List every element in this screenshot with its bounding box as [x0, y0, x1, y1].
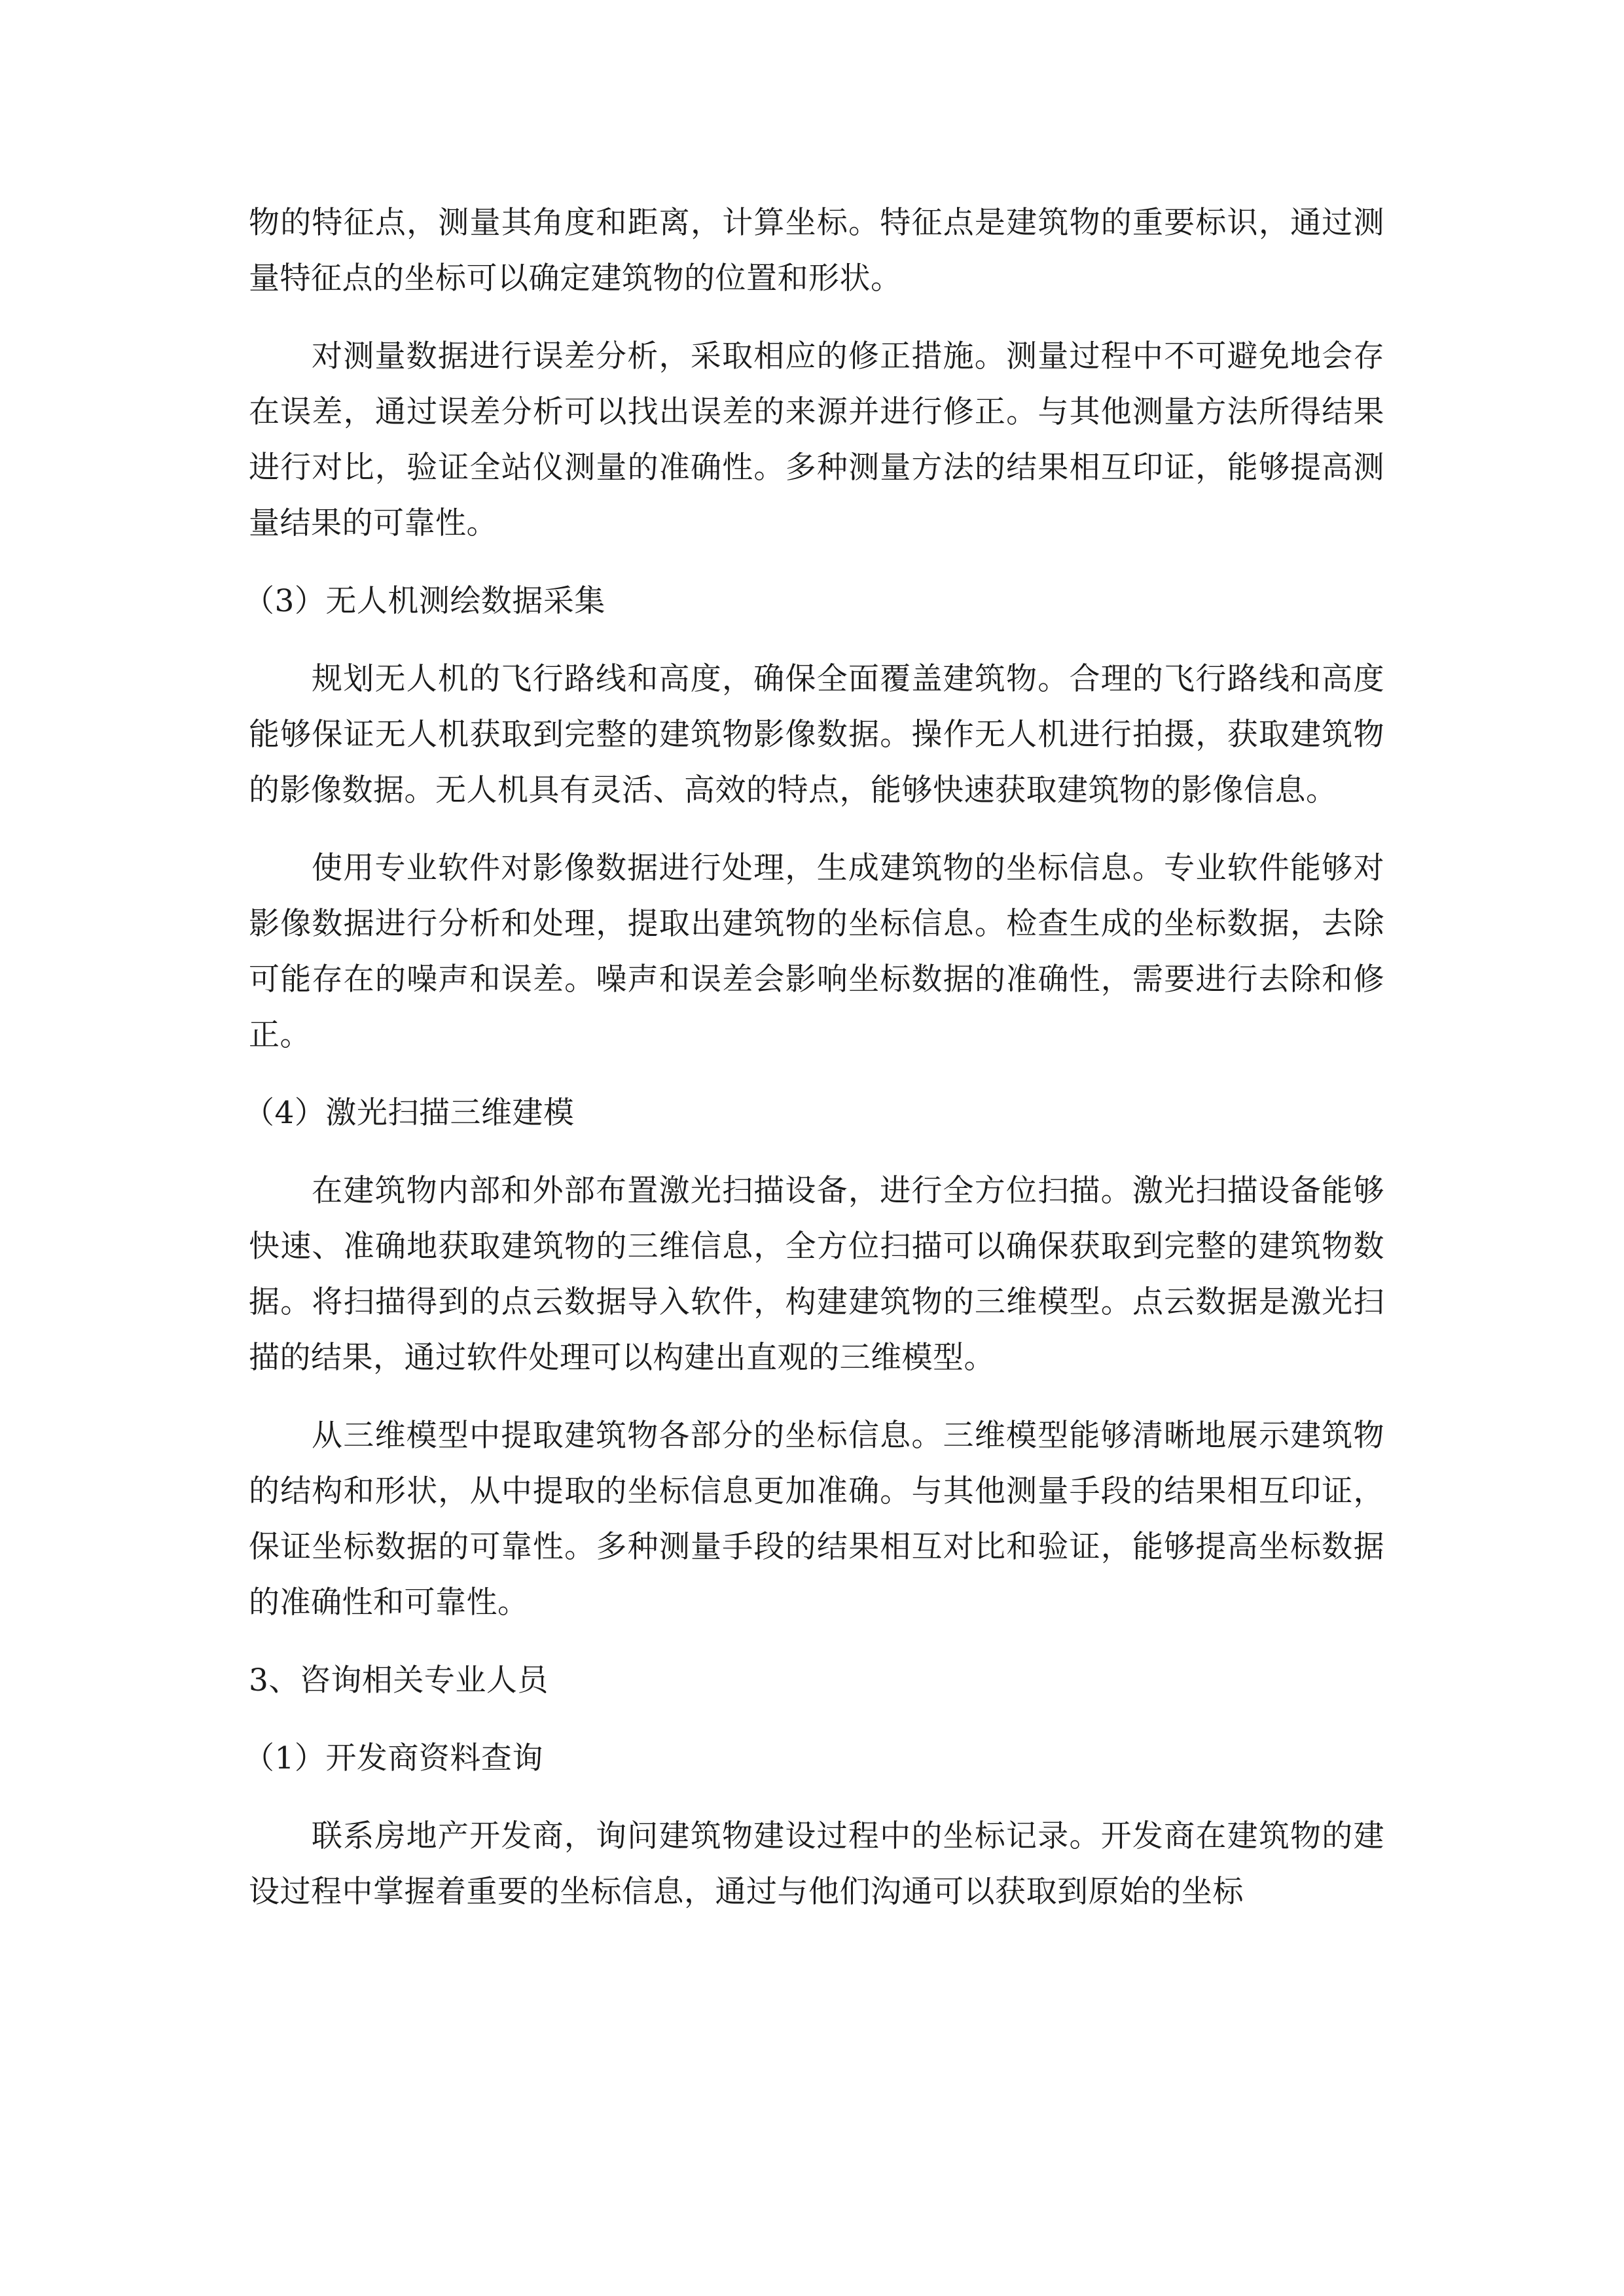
- subheading-developer-records: （1）开发商资料查询: [244, 1740, 543, 1776]
- paragraph-model-extraction: 从三维模型中提取建筑物各部分的坐标信息。三维模型能够清晰地展示建筑物的结构和形状，从中提取的坐标信息更加准确。与其他测量手段的结果相互印证，保证坐标数据的可靠性。多种测量手段的结果相互对比和验证，能够提高坐标数据的准确性和可靠性。: [249, 1418, 1384, 1621]
- paragraph-drone-route: 规划无人机的飞行路线和高度，确保全面覆盖建筑物。合理的飞行路线和高度能够保证无人机获取到完整的建筑物影像数据。操作无人机进行拍摄，获取建筑物的影像数据。无人机具有灵活、高效的特点，能够快速获取建筑物的影像信息。: [249, 661, 1384, 808]
- paragraph-feature-points: 物的特征点，测量其角度和距离，计算坐标。特征点是建筑物的重要标识，通过测量特征点的坐标可以确定建筑物的位置和形状。: [249, 205, 1384, 296]
- section-heading-consult-experts: 3、咨询相关专业人员: [249, 1662, 549, 1698]
- document-body: [244, 195, 1384, 1942]
- paragraph-laser-setup: 在建筑物内部和外部布置激光扫描设备，进行全方位扫描。激光扫描设备能够快速、准确地获取建筑物的三维信息，全方位扫描可以确保获取到完整的建筑物数据。将扫描得到的点云数据导入软件，构建建筑物的三维模型。点云数据是激光扫描的结果，通过软件处理可以构建出直观的三维模型。: [249, 1173, 1384, 1376]
- paragraph-error-analysis: 对测量数据进行误差分析，采取相应的修正措施。测量过程中不可避免地会存在误差，通过误差分析可以找出误差的来源并进行修正。与其他测量方法所得结果进行对比，验证全站仪测量的准确性。多种测量方法的结果相互印证，能够提高测量结果的可靠性。: [249, 338, 1384, 541]
- subheading-laser-scanning: （4）激光扫描三维建模: [244, 1095, 575, 1131]
- subheading-drone-survey: （3）无人机测绘数据采集: [244, 583, 605, 619]
- paragraph-contact-developer: 联系房地产开发商，询问建筑物建设过程中的坐标记录。开发商在建筑物的建设过程中掌握着重要的坐标信息，通过与他们沟通可以获取到原始的坐标: [249, 1818, 1384, 1910]
- paragraph-image-processing: 使用专业软件对影像数据进行处理，生成建筑物的坐标信息。专业软件能够对影像数据进行分析和处理，提取出建筑物的坐标信息。检查生成的坐标数据，去除可能存在的噪声和误差。噪声和误差会影响坐标数据的准确性，需要进行去除和修正。: [249, 850, 1384, 1053]
